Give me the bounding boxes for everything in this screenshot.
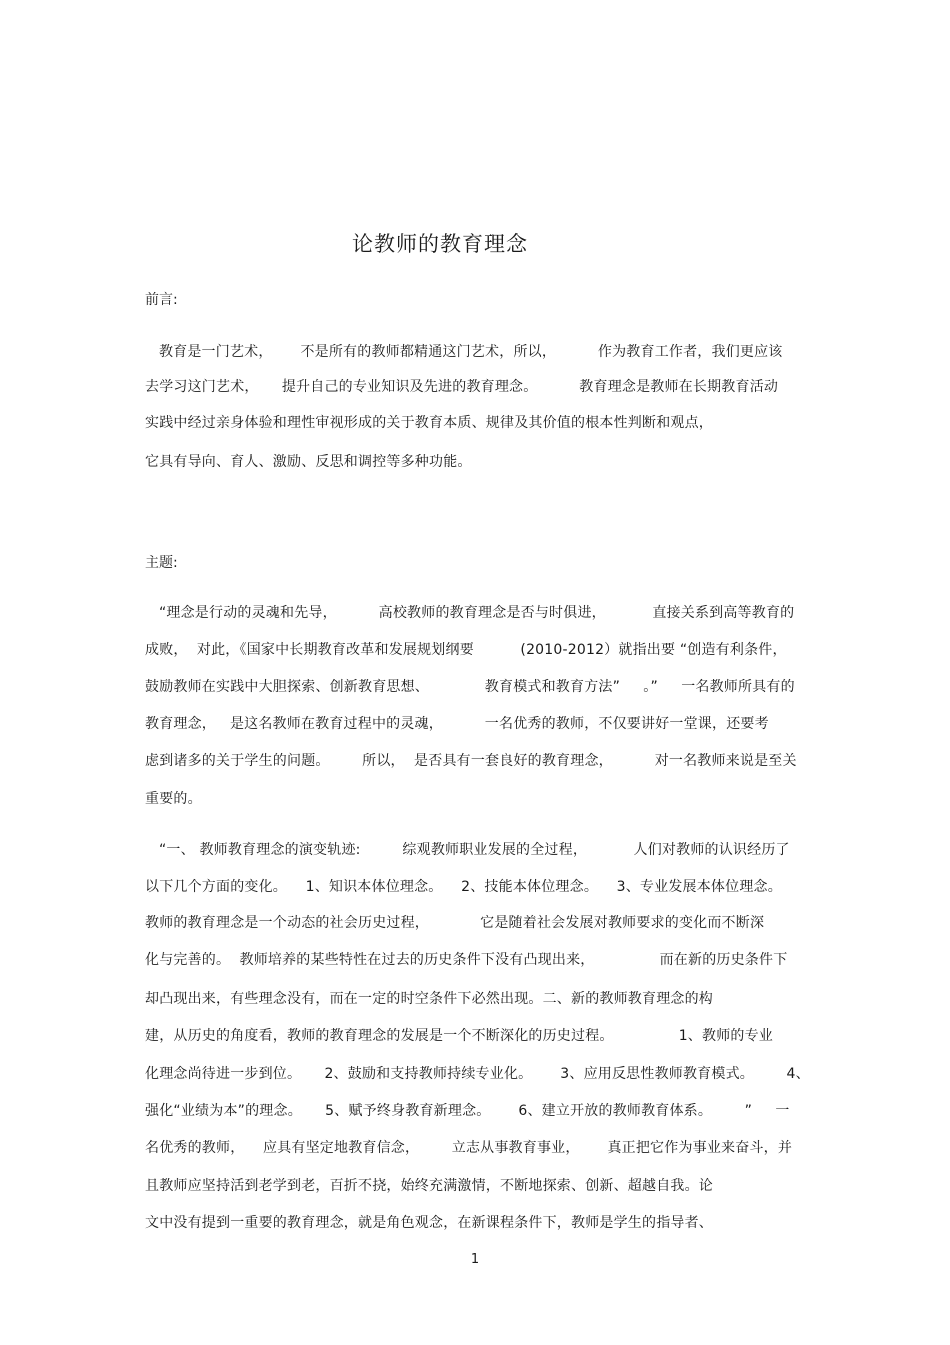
body-line: 却凸现出来，有些理念没有，而在一定的时空条件下必然出现。二、新的教师教育理念的构 xyxy=(145,991,713,1007)
preface-label: 前言: xyxy=(145,292,178,308)
body-line: “一、 教师教育理念的演变轨迹: 综观教师职业发展的全过程， 人们对教师的认识经历了 xyxy=(145,842,790,858)
preface-line: 实践中经过亲身体验和理性审视形成的关于教育本质、规律及其价值的根本性判断和观点， xyxy=(145,415,713,431)
body-line: 化理念尚待进一步到位。 2、鼓励和支持教师持续专业化。 3、应用反思性教师教育模式。 4、 xyxy=(145,1066,810,1082)
body-line: 名优秀的教师， 应具有坚定地教育信念， 立志从事教育事业， 真正把它作为事业来奋斗，并 xyxy=(145,1140,793,1156)
theme-line: 鼓励教师在实践中大胆探索、创新教育思想、 教育模式和教育方法” 。” 一名教师所具有的 xyxy=(145,679,795,695)
body-line: 建，从历史的角度看，教师的教育理念的发展是一个不断深化的历史过程。 1、教师的专业 xyxy=(145,1028,774,1044)
theme-label: 主题: xyxy=(145,555,178,571)
preface-line: 它具有导向、育人、激励、反思和调控等多种功能。 xyxy=(145,454,472,470)
body-line: 化与完善的。 教师培养的某些特性在过去的历史条件下没有凸现出来， 而在新的历史条件下 xyxy=(145,952,788,968)
theme-line: 重要的。 xyxy=(145,791,202,807)
theme-line: “理念是行动的灵魂和先导， 高校教师的教育理念是否与时俱进， 直接关系到高等教育的 xyxy=(145,605,795,621)
theme-line: 虑到诸多的关于学生的问题。 所以， 是否具有一套良好的教育理念， 对一名教师来说是至关 xyxy=(145,753,797,769)
page-title: 论教师的教育理念 xyxy=(352,232,528,256)
body-line: 教师的教育理念是一个动态的社会历史过程， 它是随着社会发展对教师要求的变化而不断深 xyxy=(145,915,765,931)
theme-line: 教育理念， 是这名教师在教育过程中的灵魂， 一名优秀的教师，不仅要讲好一堂课，还要考 xyxy=(145,716,769,732)
body-line: 以下几个方面的变化。 1、知识本体位理念。 2、技能本体位理念。 3、专业发展本体位理念。 xyxy=(145,879,782,895)
theme-line: 成败， 对此，《国家中长期教育改革和发展规划纲要 (2010-2012）就指出要 “创造有利条件， xyxy=(145,642,787,658)
body-line: 强化“业绩为本”的理念。 5、赋予终身教育新理念。 6、建立开放的教师教育体系。 ” 一 xyxy=(145,1103,790,1119)
preface-line: 去学习这门艺术， 提升自己的专业知识及先进的教育理念。 教育理念是教师在长期教育活动 xyxy=(145,379,779,395)
preface-line: 教育是一门艺术， 不是所有的教师都精通这门艺术，所以， 作为教育工作者，我们更应该 xyxy=(145,344,783,360)
body-line: 文中没有提到一重要的教育理念，就是角色观念，在新课程条件下，教师是学生的指导者、 xyxy=(145,1215,713,1231)
body-line: 且教师应坚持活到老学到老，百折不挠，始终充满激情，不断地探索、创新、超越自我。论 xyxy=(145,1178,713,1194)
page-number: 1 xyxy=(470,1252,480,1267)
